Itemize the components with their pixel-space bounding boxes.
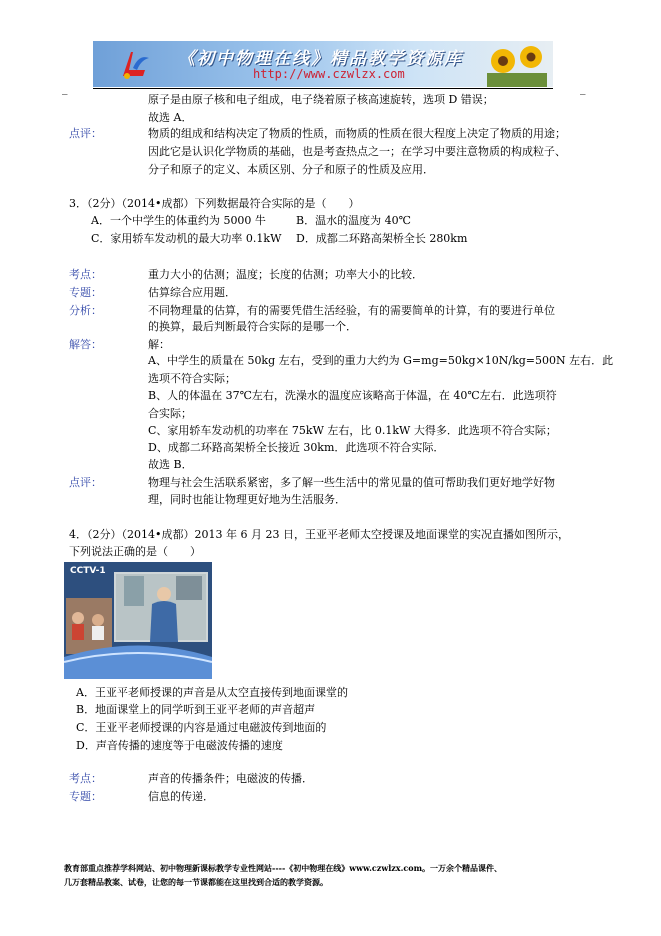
question-4-stem: 下列说法正确的是（ ）	[69, 545, 201, 558]
q4-option-c: C．王亚平老师授课的内容是通过电磁波传到地面的	[76, 721, 327, 734]
q4-zhuanti: 信息的传递．	[148, 790, 214, 803]
footer-line: 教育部重点推荐学科网站、初中物理新课标教学专业性网站----《初中物理在线》www.czwlzx.com。一万余个精品课件、	[64, 863, 503, 873]
header-dash-right: _	[580, 82, 586, 95]
q3-kaodian: 重力大小的估测；温度；长度的估测；功率大小的比较．	[148, 268, 423, 281]
header-dash-left: _	[62, 82, 68, 95]
q3-jieda-label: 解答：	[69, 338, 102, 351]
q3-kaodian-label: 考点：	[69, 268, 102, 281]
q3-jieda: 故选 B．	[148, 458, 193, 471]
comment-text: 因此它是认识化学物质的基础，也是考查热点之一；在学习中要注意物质的构成粒子、	[148, 145, 566, 158]
space-class-photo	[64, 562, 212, 679]
header-url[interactable]: http://www.czwlzx.com	[253, 67, 405, 81]
cctv-logo: CCTV-1	[70, 566, 106, 576]
header-rule	[93, 88, 553, 89]
q4-zhuanti-label: 专题：	[69, 790, 102, 803]
q3-zhuanti-label: 专题：	[69, 286, 102, 299]
q3-dianping: 理，同时也能让物理更好地为生活服务．	[148, 493, 346, 506]
header-title: 《初中物理在线》精品教学资源库	[178, 49, 463, 69]
sunflower-icon	[487, 43, 547, 87]
prev-answer-choice: 故选 A．	[148, 111, 193, 124]
q3-jieda: A、中学生的质量在 50kg 左右，受到的重力大约为 G=mg=50kg×10N/kg=500N 左右．此	[148, 354, 614, 367]
site-logo-icon	[119, 48, 151, 80]
question-4-stem: 4．（2分）（2014•成都）2013 年 6 月 23 日，王亚平老师太空授课及地面课堂的实况直播如图所示，	[69, 528, 569, 541]
q3-fenxi: 的换算，最后判断最符合实际的是哪一个．	[148, 320, 357, 333]
question-3-stem: 3．（2分）（2014•成都）下列数据最符合实际的是（ ）	[69, 197, 360, 210]
q3-dianping: 物理与社会生活联系紧密，多了解一些生活中的常见量的值可帮助我们更好地学好物	[148, 476, 555, 489]
q3-jieda: 选项不符合实际；	[148, 372, 236, 385]
space-class-photo-icon	[64, 562, 212, 679]
q3-jieda: B、人的体温在 37℃左右，洗澡水的温度应该略高于体温，在 40℃左右．此选项符	[148, 389, 557, 402]
q4-option-d: D．声音传播的速度等于电磁波传播的速度	[76, 739, 283, 752]
q3-zhuanti: 估算综合应用题．	[148, 286, 236, 299]
footer-line: 几万套精品教案、试卷，让您的每一节课都能在这里找到合适的教学资源。	[64, 877, 328, 887]
q3-dianping-label: 点评：	[69, 476, 102, 489]
q3-option-b: B．温水的温度为 40℃	[296, 214, 411, 227]
q3-fenxi: 不同物理量的估算，有的需要凭借生活经验，有的需要简单的计算，有的要进行单位	[148, 304, 555, 317]
comment-label: 点评：	[69, 127, 102, 140]
header-banner	[93, 41, 553, 87]
q3-option-a: A．一个中学生的体重约为 5000 牛	[91, 214, 266, 227]
q4-option-b: B．地面课堂上的同学听到王亚平老师的声音超声	[76, 703, 316, 716]
q3-jieda: C、家用轿车发动机的功率在 75kW 左右，比 0.1kW 大得多．此选项不符合实际；	[148, 424, 557, 437]
q3-option-c: C．家用轿车发动机的最大功率 0.1kW	[91, 232, 282, 245]
q4-option-a: A．王亚平老师授课的声音是从太空直接传到地面课堂的	[76, 686, 348, 699]
comment-text: 分子和原子的定义、本质区别、分子和原子的性质及应用．	[148, 163, 434, 176]
q3-jieda: 合实际；	[148, 407, 192, 420]
q3-jieda: 解：	[148, 338, 170, 351]
q4-kaodian: 声音的传播条件；电磁波的传播．	[148, 772, 313, 785]
q3-fenxi-label: 分析：	[69, 304, 102, 317]
q3-jieda: D、成都二环路高架桥全长接近 30km．此选项不符合实际．	[148, 441, 445, 454]
prev-answer-line: 原子是由原子核和电子组成，电子绕着原子核高速旋转，选项 D 错误；	[148, 93, 494, 106]
q4-kaodian-label: 考点：	[69, 772, 102, 785]
q3-option-d: D．成都二环路高架桥全长 280km	[296, 232, 468, 245]
comment-text: 物质的组成和结构决定了物质的性质，而物质的性质在很大程度上决定了物质的用途；	[148, 127, 566, 140]
